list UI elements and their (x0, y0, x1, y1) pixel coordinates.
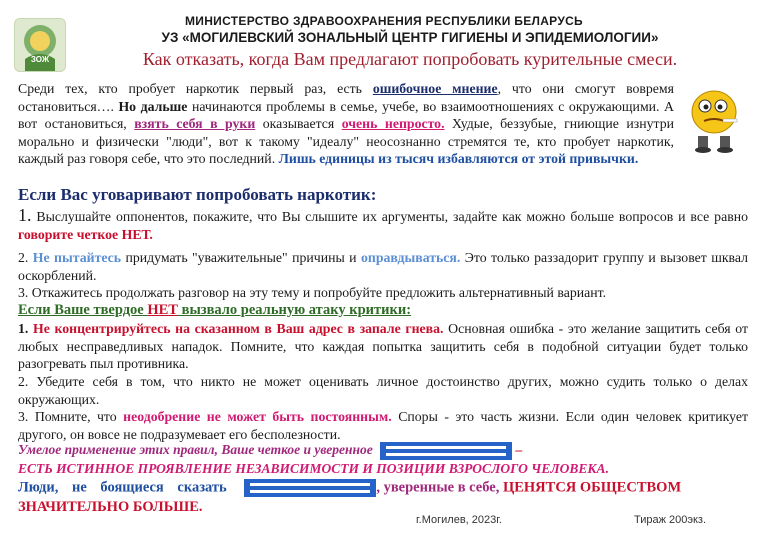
item-text: Основная ошибка - это желание защитить себя от любых несправедливых нападок. Помните, что каждая попытка защитить себя в подобной ситуации будет только разогревать пыл противника. (18, 321, 748, 371)
smoking-emoji-illustration (684, 84, 744, 154)
intro-highlight-further: Но дальше (118, 98, 188, 114)
heading-text: Если Ваше твердое (18, 302, 148, 318)
item-text: Споры - это часть жизни. Если один человек критикует другого, он вовсе не подразумевает его бесполезности. (18, 409, 748, 442)
intro-paragraph (18, 80, 674, 168)
section2-item-2: 2. Убедите себя в том, что никто не может оценивать личное достоинство других, можно судить только о делах окружающих. (18, 374, 748, 407)
closing-text: , уверенные в себе, (376, 479, 503, 496)
item-highlight-justify: оправдываться. (360, 250, 461, 265)
section1-item-3: 3. Откажитесь продолжать разговор на эту тему и попробуйте предложить альтернативный вариант. (18, 285, 607, 300)
section2-item-3 (18, 408, 748, 443)
closing-line-4 (18, 499, 318, 516)
item-highlight-say-no: говорите четкое НЕТ. (18, 226, 153, 242)
closing-line-2 (18, 461, 758, 477)
item-number: 1. (18, 321, 29, 336)
item-text: придумать "уважительные" причины и (121, 250, 361, 265)
intro-text: Худые, беззубые, гниющие изнутри морально и физически "люди", вот к такому "идеалу" неосознанно стремятся те, кто пробует наркотик, каждый раз говоря себе, что это последний. (18, 116, 674, 166)
section2-item-1 (18, 320, 748, 373)
item-text: 3. Помните, что (18, 409, 124, 424)
footer-print-run: Тираж 200экз. (634, 514, 707, 526)
intro-highlight-self-control: взять себя в руки (134, 116, 256, 131)
intro-text: Среди тех, кто пробует наркотик первый раз, есть (18, 81, 373, 96)
intro-text: начинаются проблемы в семье, учебе, во взаимоотношениях с окружающими. А вот остановиться, (18, 98, 675, 131)
item-text: Выслушайте оппонентов, покажите, что Вы слышите их аргументы, задайте как можно больше вопросов и все равно (31, 209, 748, 224)
intro-text: оказывается (255, 116, 342, 131)
item-number: 2. (18, 250, 33, 265)
section-heading-criticism (18, 302, 748, 319)
heading-text: вызвало реальную атаку критики: (177, 302, 412, 318)
heading-no-word: НЕТ (147, 302, 178, 318)
intro-highlight-few-escape: Лишь единицы из тысяч избавляются от этой привычки. (278, 151, 639, 166)
logo-text: ЗОЖ (30, 55, 50, 64)
item-highlight-dont-try: Не пытайтесь (32, 250, 122, 265)
intro-text: , что они смогут вовремя остановиться…. (18, 81, 674, 114)
page-title: Как отказать, когда Вам предлагают попробовать курительные смеси. (142, 49, 678, 69)
item-number: 1. (18, 205, 32, 225)
item-highlight-disapproval: неодобрение не может быть постоянным. (123, 409, 392, 424)
closing-emphasis: ЗНАЧИТЕЛЬНО БОЛЬШЕ. (18, 499, 203, 515)
closing-line-1 (18, 442, 758, 460)
intro-highlight-mistaken-opinion: ошибочное мнение (372, 81, 498, 96)
section1-item-2 (18, 249, 748, 284)
item-text: Это только раззадорит группу и вызовет шквал оскорблений. (18, 250, 748, 283)
center-title: УЗ «МОГИЛЕВСКИЙ ЗОНАЛЬНЫЙ ЦЕНТР ГИГИЕНЫ И ЭПИДЕМИОЛОГИИ» (161, 30, 659, 45)
ministry-title: МИНИСТЕРСТВО ЗДРАВООХРАНЕНИЯ РЕСПУБЛИКИ БЕЛАРУСЬ (185, 14, 583, 28)
smiley-smoker-icon (684, 84, 744, 154)
intro-highlight-not-easy: очень непросто. (341, 116, 445, 131)
item-highlight-dont-focus: Не концентрируйтесь на сказанном в Ваш адрес в запале гнева. (28, 321, 444, 336)
closing-statement: ЕСТЬ ИСТИННОЕ ПРОЯВЛЕНИЕ НЕЗАВИСИМОСТИ И ПОЗИЦИИ ВЗРОСЛОГО ЧЕЛОВЕКА. (18, 461, 609, 476)
net-banner-2 (244, 479, 376, 497)
section-heading-persuasion: Если Вас уговаривают попробовать наркотик: (18, 185, 377, 204)
closing-emphasis: ЦЕНЯТСЯ ОБЩЕСТВОМ (502, 479, 682, 496)
closing-text: Люди, не боящиеся сказать (18, 479, 227, 496)
section1-item-1 (18, 207, 748, 243)
closing-line-3 (18, 479, 758, 497)
net-banner-1 (380, 442, 512, 460)
closing-text: Умелое применение этих правил, Ваше четкое и уверенное (18, 442, 373, 458)
footer-city-year: г.Могилев, 2023г. (416, 514, 502, 526)
closing-dash: – (512, 442, 523, 458)
